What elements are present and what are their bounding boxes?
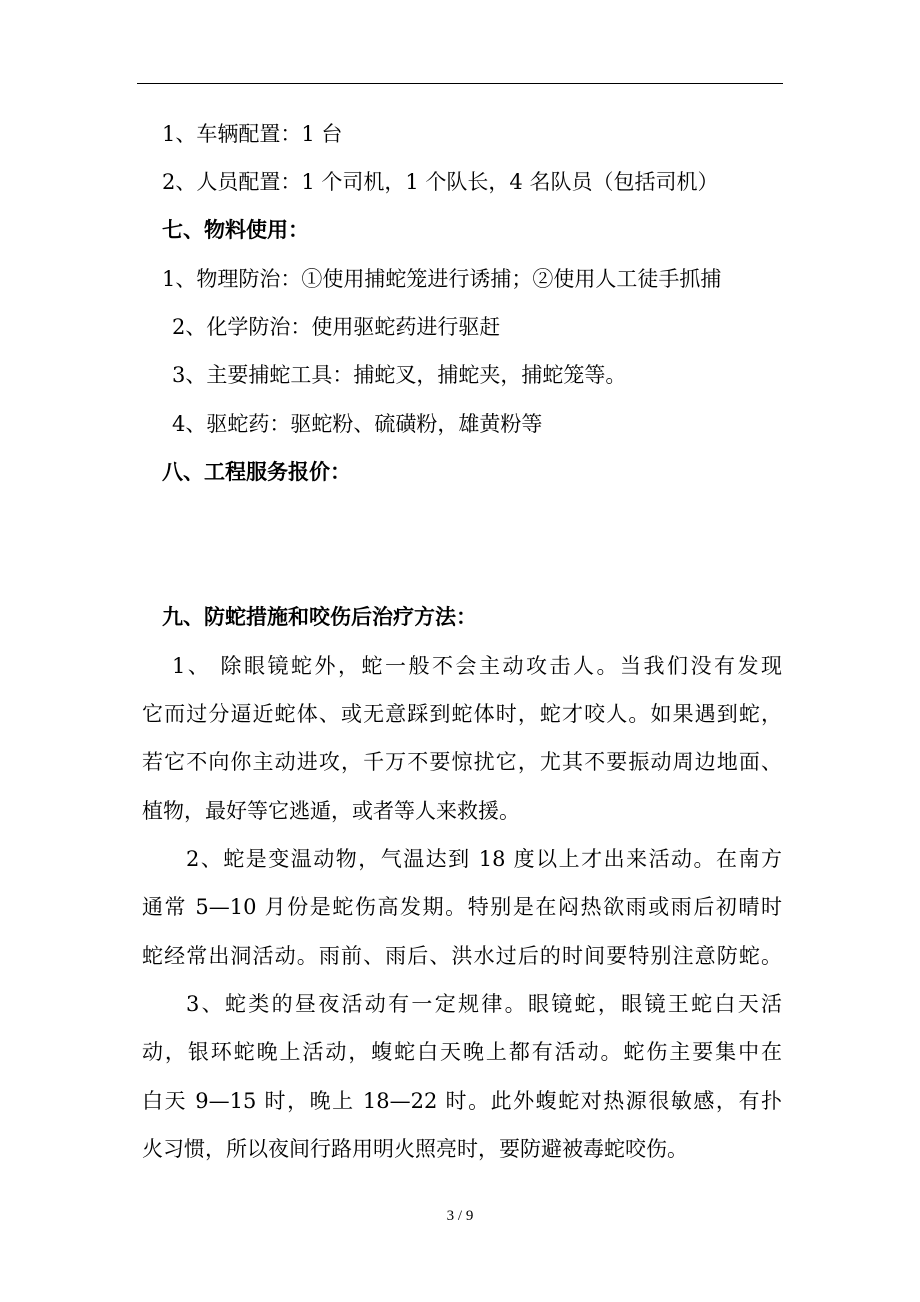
paragraph-1-line-2: 它而过分逼近蛇体、或无意踩到蛇体时，蛇才咬人。如果遇到蛇， — [142, 702, 782, 726]
section-7-heading: 七、物料使用： — [162, 217, 309, 242]
repellent-line: 4、驱蛇药：驱蛇粉、硫磺粉，雄黄粉等 — [172, 412, 543, 436]
physical-control-line: 1、物理防治：①使用捕蛇笼进行诱捕；②使用人工徒手抓捕 — [162, 267, 722, 291]
paragraph-2-line-3: 蛇经常出洞活动。雨前、雨后、洪水过后的时间要特别注意防蛇。 — [142, 944, 782, 968]
paragraph-3-line-4: 火习惯，所以夜间行路用明火照亮时，要防避被毒蛇咬伤。 — [142, 1137, 688, 1161]
section-8-heading: 八、工程服务报价： — [162, 459, 351, 484]
paragraph-3-line-1: 3、蛇类的昼夜活动有一定规律。眼镜蛇，眼镜王蛇白天活 — [186, 992, 782, 1016]
section-9-heading: 九、防蛇措施和咬伤后治疗方法： — [162, 604, 477, 629]
paragraph-3-line-2: 动，银环蛇晚上活动，蝮蛇白天晚上都有活动。蛇伤主要集中在 — [142, 1040, 782, 1064]
page-number: 3 / 9 — [446, 1208, 474, 1224]
paragraph-2-line-1: 2、蛇是变温动物，气温达到 18 度以上才出来活动。在南方 — [186, 847, 782, 871]
paragraph-1-line-1: 1、 除眼镜蛇外，蛇一般不会主动攻击人。当我们没有发现 — [172, 654, 782, 678]
header-rule — [137, 83, 783, 84]
chemical-control-line: 2、化学防治：使用驱蛇药进行驱赶 — [172, 315, 501, 339]
paragraph-3-line-3: 白天 9—15 时，晚上 18—22 时。此外蝮蛇对热源很敏感，有扑 — [142, 1089, 782, 1113]
staff-config-line: 2、人员配置：1 个司机，1 个队长，4 名队员（包括司机） — [162, 170, 719, 194]
tools-line: 3、主要捕蛇工具：捕蛇叉，捕蛇夹，捕蛇笼等。 — [172, 363, 627, 387]
paragraph-1-line-4: 植物，最好等它逃遁，或者等人来救援。 — [142, 799, 520, 823]
paragraph-2-line-2: 通常 5—10 月份是蛇伤高发期。特别是在闷热欲雨或雨后初晴时 — [142, 895, 782, 919]
vehicle-config-line: 1、车辆配置：1 台 — [162, 122, 343, 146]
paragraph-1-line-3: 若它不向你主动进攻，千万不要惊扰它，尤其不要振动周边地面、 — [142, 750, 782, 774]
